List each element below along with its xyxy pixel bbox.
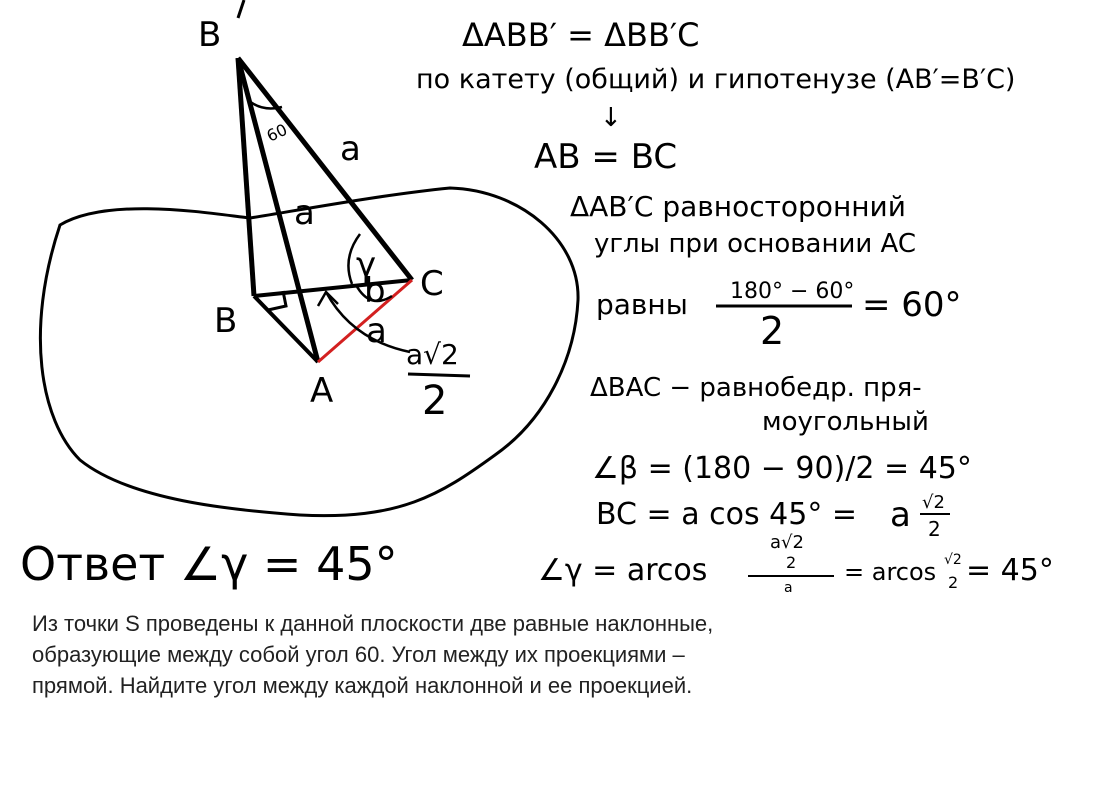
solution-line-9: ∠β = (180 − 90)/2 = 45° xyxy=(592,451,972,486)
solution-line-11b: = arcos xyxy=(844,558,937,586)
solution-line-11a: ∠γ = arcos xyxy=(538,553,708,588)
solution-line-7: ΔBAC − равнобедр. пря- xyxy=(590,373,922,403)
solution-line-6-den: 2 xyxy=(760,309,785,353)
edge-B-C xyxy=(254,280,412,296)
solution-line-4: ΔAB′C равносторонний xyxy=(570,190,906,223)
solution-line-3: AB = BC xyxy=(534,137,678,177)
label-angle-beta: b xyxy=(364,271,386,311)
solution-line-6b: = 60° xyxy=(862,285,962,325)
solution-line-6a: равны xyxy=(596,288,688,321)
solution-line-11-num2: 2 xyxy=(786,553,797,572)
label-Bprime: B xyxy=(198,15,222,55)
solution-line-11-snum: √2 xyxy=(944,552,962,568)
solution-line-6-num: 180° − 60° xyxy=(730,279,855,304)
solution-line-2: по катету (общий) и гипотенузе (AB′=B′C) xyxy=(416,64,1016,95)
label-edge-a-top: a xyxy=(340,129,361,169)
answer: Ответ ∠γ = 45° xyxy=(20,537,398,591)
label-B: B xyxy=(214,301,238,341)
tick-mark xyxy=(238,0,244,18)
solution-line-5: углы при основании AC xyxy=(594,229,917,259)
solution-line-10-a: a xyxy=(890,495,911,535)
solution-line-11-den: a xyxy=(784,580,793,596)
label-edge-a-bottom: a xyxy=(366,311,387,351)
label-edge-a-mid: a xyxy=(294,193,315,233)
solution-line-10a: BC = a cos 45° = xyxy=(596,497,857,532)
edge-Bprime-C xyxy=(238,58,412,280)
solution-line-10-den: 2 xyxy=(928,517,941,541)
solution-line-11c: = 45° xyxy=(966,553,1054,588)
label-angle-gamma: γ xyxy=(356,245,377,285)
problem-statement: Из точки S проведены к данной плоскости две равные наклонные, образующие между собой угол 60. Угол между их проекциями – прямой. Найдите угол между каждой наклонной и ее проекцией. xyxy=(32,611,714,698)
solution-line-1: ΔABB′ = ΔBB′C xyxy=(462,16,700,54)
solution-arrow: ↓ xyxy=(600,103,622,133)
label-C: C xyxy=(420,264,444,304)
solution-line-10-num: √2 xyxy=(922,492,945,513)
pointer-arrowhead xyxy=(318,292,338,306)
label-frac-num: a√2 xyxy=(406,338,459,371)
label-frac-den: 2 xyxy=(422,378,448,424)
solution-line-11-sden: 2 xyxy=(948,573,959,592)
solution-line-8: моугольный xyxy=(762,407,929,437)
solution-line-11-num: a√2 xyxy=(770,532,804,553)
label-frac-bar xyxy=(408,374,470,376)
label-A: A xyxy=(310,371,334,411)
label-angle-60: 60 xyxy=(263,119,291,146)
